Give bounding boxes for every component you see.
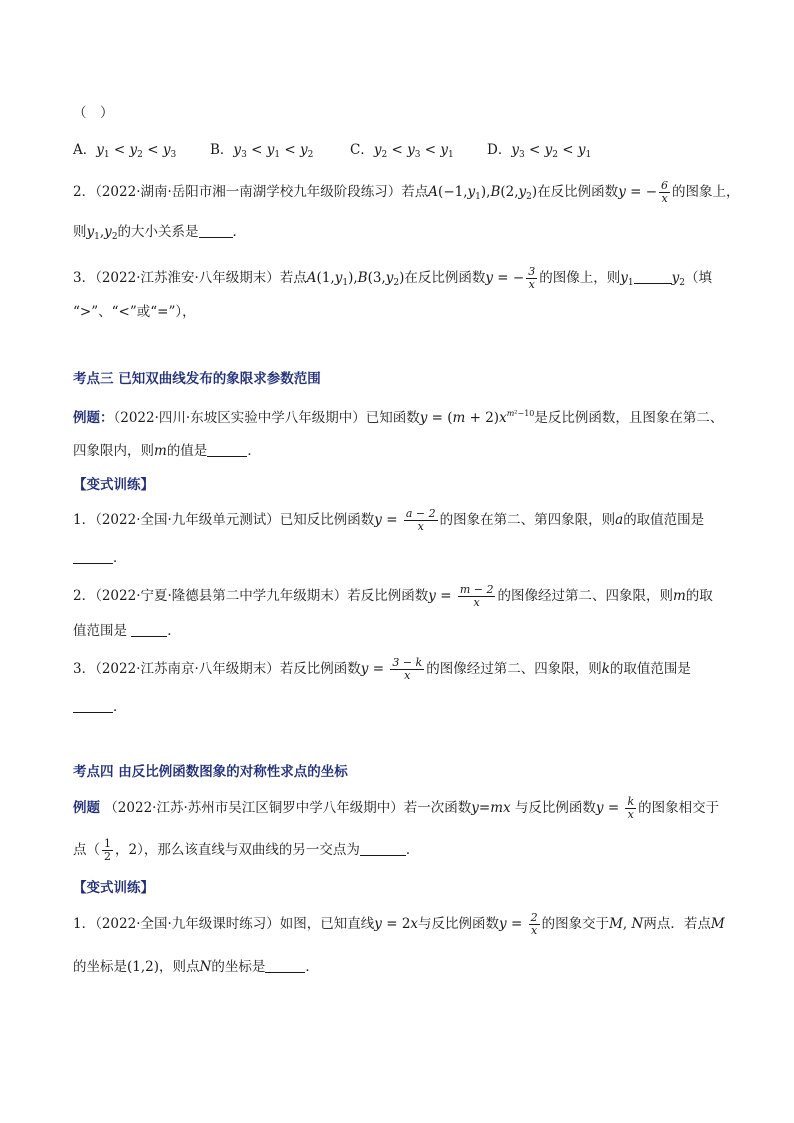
answer-blank[interactable] (360, 855, 406, 856)
variation-title-kp4: 【变式训练】 (73, 880, 154, 896)
question-3-line-1: 3．（2022·江苏淮安·八年级期末）若点$A(1,y_1),B(3,y_2)$在反比例函数y = − $\frac{3}{x}$ 的图像上，则$y_1$ $y_2$（填 (73, 265, 712, 291)
kp3-v3-line-2: ． (73, 697, 754, 717)
question-2-line-1: 2．（2022·湖南·岳阳市湘一南湖学校九年级阶段练习）若点$A(-1,y_1),B(2,y_2)$在反比例函数y = − $\frac{6}{x}$ 的图象上， (73, 179, 740, 205)
kp4-v1-line-2: 的坐标是(1,2)，则点N的坐标是 ． (73, 959, 319, 975)
fraction: $\frac{1}{2}$ (104, 837, 111, 863)
answer-blank[interactable] (265, 972, 305, 973)
fraction: $\frac{3}{x}$ (528, 265, 536, 291)
answer-blank[interactable] (634, 283, 672, 284)
kp4-example-line-1: 例题 （2022·江苏·苏州市吴江区铜罗中学八年级期中）若一次函数y=mx 与反比例函数y = $\frac{k}{x}$ 的图象相交于 (73, 795, 720, 821)
kp4-example-line-2: 点（ $\frac{1}{2}$ ，2），那么该直线与双曲线的另一交点为 ． (73, 837, 420, 863)
answer-blank[interactable] (73, 563, 113, 564)
answer-blank[interactable] (73, 712, 113, 713)
kp4-v1-line-1: 1．（2022·全国·九年级课时练习）如图，已知直线y = 2x与反比例函数y = $\frac{2}{x}$ 的图象交于M, N两点．若点M (73, 911, 725, 937)
fraction: $\frac{a - 2}{x}$ (405, 507, 436, 533)
kp3-v1-line-2: ． (73, 548, 754, 568)
fraction: $\frac{6}{x}$ (661, 179, 669, 205)
kp3-example-line-1: 例题：（2022·四川·东坡区实验中学八年级期中）已知函数$y = (m + 2)x^{m^2-10}$是反比例函数，且图象在第二、 (73, 409, 724, 426)
option-b[interactable]: B．$y_3 < y_1 < y_2$ (210, 142, 314, 160)
variation-title-kp3: 【变式训练】 (73, 477, 154, 493)
option-a[interactable]: A．$y_1 < y_2 < y_3$ (73, 142, 177, 160)
question-2-line-2: 则$y_1,y_2$的大小关系是 ． (73, 224, 247, 242)
kp3-v1-line-1: 1．（2022·全国·九年级单元测试）已知反比例函数y = $\frac{a - 2}{x}$ 的图象在第二、第四象限，则a的取值范围是 (73, 507, 705, 533)
option-d[interactable]: D．$y_3 < y_2 < y_1$ (487, 142, 592, 160)
question-3-line-2: “>”、“<”或“=”）， (73, 304, 196, 320)
answer-blank[interactable] (131, 636, 167, 637)
question-paren: （ ） (73, 105, 114, 121)
answer-blank[interactable] (207, 456, 247, 457)
answer-blank[interactable] (199, 237, 233, 238)
section-heading-kp3: 考点三 已知双曲线发布的象限求参数范围 (73, 371, 321, 387)
fraction: $\frac{2}{x}$ (530, 911, 538, 937)
fraction: $\frac{m - 2}{x}$ (459, 583, 494, 609)
section-heading-kp4: 考点四 由反比例函数图象的对称性求点的坐标 (73, 764, 348, 780)
option-c[interactable]: C．$y_2 < y_3 < y_1$ (350, 142, 454, 160)
fraction: $\frac{k}{x}$ (627, 795, 635, 821)
kp3-v2-line-2: 值范围是 ． (73, 623, 181, 639)
kp3-v2-line-1: 2．（2022·宁夏·隆德县第二中学九年级期末）若反比例函数y = $\frac{m - 2}{x}$ 的图像经过第二、四象限，则m的取 (73, 583, 713, 609)
kp3-example-line-2: 四象限内，则m的值是 ． (73, 443, 261, 459)
kp3-v3-line-1: 3．（2022·江苏南京·八年级期末）若反比例函数y = $\frac{3 - k}{x}$ 的图像经过第二、四象限，则k的取值范围是 (73, 656, 691, 682)
fraction: $\frac{3 - k}{x}$ (392, 656, 423, 682)
